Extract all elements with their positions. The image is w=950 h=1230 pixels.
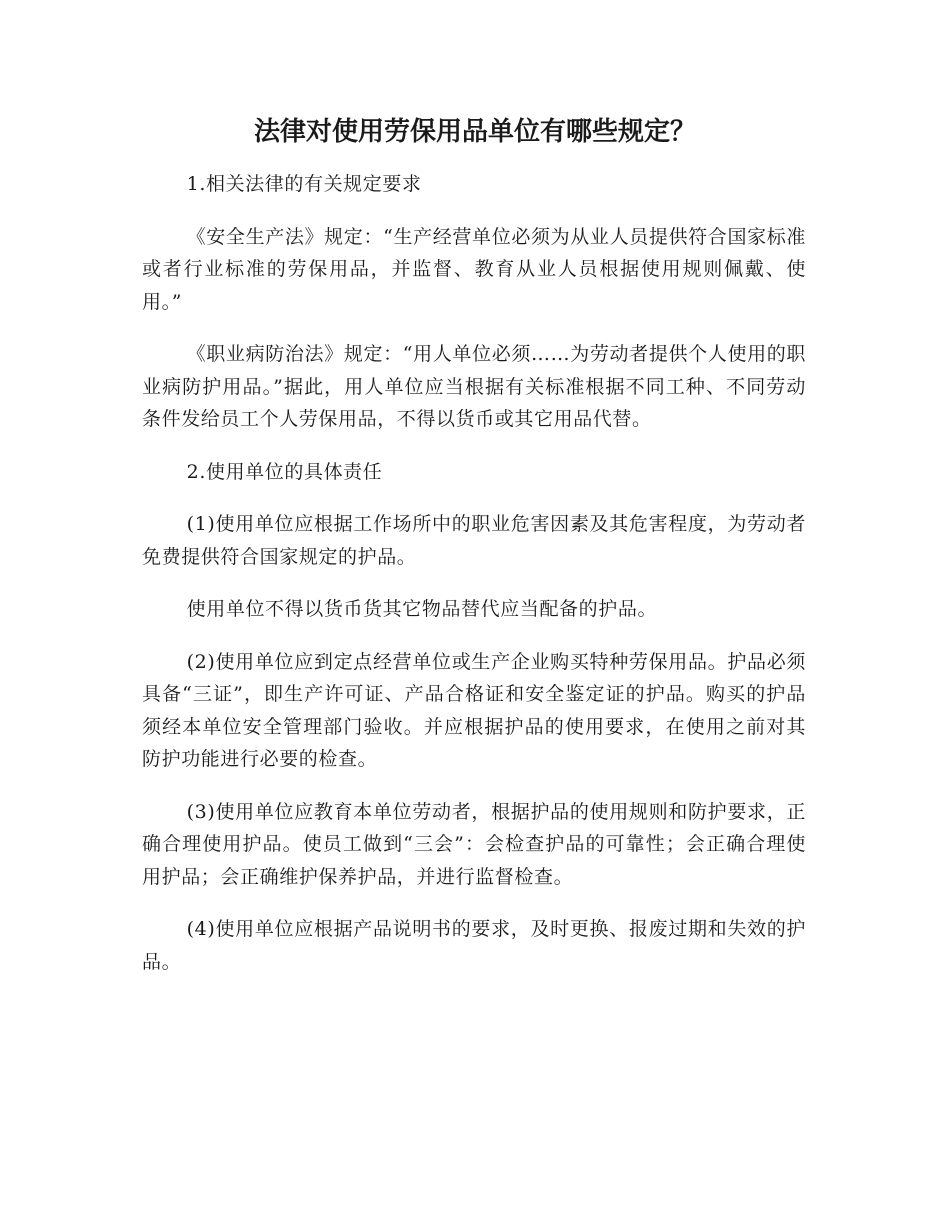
paragraph-item-2: (2)使用单位应到定点经营单位或生产企业购买特种劳保用品。护品必须具备“三证”，即生产许可证、产品合格证和安全鉴定证的护品。购买的护品须经本单位安全管理部门验收。并应根据护品的使用要求，在使用之前对其防护功能进行必要的检查。: [142, 650, 806, 770]
paragraph-item-1: (1)使用单位应根据工作场所中的职业危害因素及其危害程度，为劳动者免费提供符合国家规定的护品。: [142, 513, 806, 568]
paragraph-occupational-disease-law: 《职业病防治法》规定：“用人单位必须……为劳动者提供个人使用的职业病防护用品。”据此，用人单位应当根据有关标准根据不同工种、不同劳动条件发给员工个人劳保用品，不得以货币或其它用品代替。: [142, 343, 806, 430]
document-body: [142, 168, 806, 998]
section-heading-2: 2.使用单位的具体责任: [186, 460, 383, 483]
section-heading-1: 1.相关法律的有关规定要求: [186, 173, 422, 195]
paragraph-safety-law: 《安全生产法》规定：“生产经营单位必须为从业人员提供符合国家标准或者行业标准的劳保用品，并监督、教育从业人员根据使用规则佩戴、使用。”: [142, 225, 806, 313]
page-title: 法律对使用劳保用品单位有哪些规定？: [253, 117, 696, 147]
paragraph-item-4: (4)使用单位应根据产品说明书的要求，及时更换、报废过期和失效的护品。: [142, 918, 806, 973]
paragraph-item-3: (3)使用单位应教育本单位劳动者，根据护品的使用规则和防护要求，正确合理使用护品。使员工做到“三会”：会检查护品的可靠性；会正确合理使用护品；会正确维护保养护品，并进行监督检查。: [142, 800, 806, 888]
paragraph-item-1-note: 使用单位不得以货币货其它物品替代应当配备的护品。: [186, 598, 658, 620]
